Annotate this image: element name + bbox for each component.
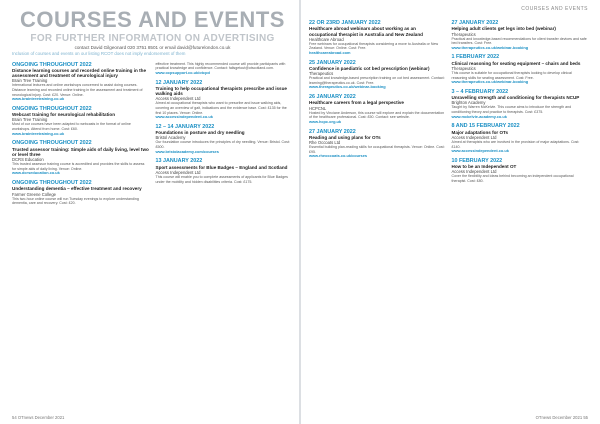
event-title: Distance learning courses and recorded online training in the assessment and treatment of neurological injury [12,67,147,79]
event-listing [452,123,589,153]
event-organiser: Access Independent Ltd [155,169,201,175]
event-description: Practical and knowledge-based prescription training on cot bed assessment. Contact: learning@therapeutics.co.uk. Cost: Free. [309,76,445,85]
event-link[interactable]: www.rheoccoats.co.uk/courses [309,153,368,159]
event-description: Aimed at therapists who are involved in the provision of major adaptations. Cost: £140. [451,139,580,149]
event-organiser: HCPCNL [309,105,327,111]
event-organiser: Access Independent Ltd [451,169,497,175]
event-title: Foundations in posture and dry needling [155,130,245,136]
event-description: This course will enable you to complete assessments of applicants for Blue Badges under the mobility and hidden disabilities criteria. Cost: £175. [155,174,288,184]
page-footer-right: OTnews December 2021 55 [535,415,588,420]
event-date: ONGOING THROUGHOUT 2022 [12,140,92,147]
left-column-2 [156,62,294,210]
event-link[interactable]: www.accessindependent.co.uk [451,148,509,154]
right-page [301,0,600,424]
event-title: Webcast training for neurological rehabilitation [12,112,116,118]
listing-disclaimer: Inclusion of courses and events on our listing RCOT does not imply endorsement of them [12,51,186,57]
event-title: Clinical reasoning for seating equipment – chairs and beds [451,60,581,66]
event-link[interactable]: www.ocpsupport.co.uk/otcpd [155,69,210,75]
event-description: Cover the flexibility and ideas behind becoming an independent occupational therapist. Cost: £80. [451,174,574,184]
event-title: Helping adult clients get legs into bed (webinar) [451,26,556,32]
event-link[interactable]: www.accessindependent.co.uk [155,114,213,120]
event-listing [156,158,294,184]
event-listing [452,54,589,84]
event-date: 27 JANUARY 2022 [451,20,499,26]
event-listing [156,80,294,120]
event-listing [452,158,589,184]
event-description: This two-hour online course will run Tuesday evenings to explore understanding dementia, care and recovery. Cost: £20. [12,196,139,206]
event-listing [309,60,446,90]
advertising-contact: contact David Gilgeonard 020 3751 8501 or email david@futurelondon.co.uk [74,45,231,50]
event-link[interactable]: www.therapeutics.co.uk/webinar-booking [451,44,529,50]
event-description: Practical and knowledge-based recommendations for client transfer devices and safe bed transfers. Cost: Free. [451,36,587,46]
event-description: Hosted by Vinciane Anderson, this course will explore and explain the documentation of the healthcare professional. Cost: £50. Contact: see website. [309,110,445,120]
event-organiser: Access Independent Ltd [155,96,201,102]
event-description: Free webinars for occupational therapists considering a move to Australia or New Zealand. Venue: Online. Cost: Free. [309,41,439,51]
event-listing [156,62,294,76]
event-description: International lectures and online workshops concerned to assist doing courses. Distance learning and recorded online training in the assessment and treatment of neurological injury. Cost: £20. Venue: Online. [12,83,143,97]
event-date: ONGOING THROUGHOUT 2022 [12,105,92,112]
event-description: Most of our courses have been adapted to webcasts in the format of online workshops. Attend from home. Cost: £60. [12,122,131,132]
event-date: 13 JANUARY 2022 [155,158,203,165]
event-title: Unravelling strength and conditioning for therapists NCUP [451,95,580,101]
event-date: ONGOING THROUGHOUT 2022 [12,180,92,187]
event-link[interactable]: www.braintreetraining.co.uk [12,96,65,102]
event-link[interactable]: www.braintreetraining.co.uk [12,130,65,136]
event-organiser: Rhe Occoats Ltd [309,140,341,146]
event-link[interactable]: www.bristolacademy.com/courses [155,148,219,154]
event-description: Essential building plan-reading skills for occupational therapists. Venue: Online. Cost: £95. [309,145,445,154]
event-title: Trusted assessor training: Simple aids of daily living, level two or level three [12,146,149,157]
event-date: 3 – 4 FEBRUARY 2022 [451,88,509,95]
event-organiser: Therapeutics [309,71,334,77]
event-description: Aimed at occupational therapists who want to prescribe and issue walking aids, covering an overview of gait, indications and the evidence base. Cost: £135 for the first 10 places. Venue: Online. [155,101,287,115]
event-date: 25 JANUARY 2022 [309,59,356,66]
event-listing [309,94,446,124]
event-organiser: Brain Tree Training [12,117,48,123]
event-link[interactable]: www.hcpc.org.uk [309,118,342,124]
event-link[interactable]: www.dcrseducation.co.uk [12,170,60,176]
event-date: 26 JANUARY 2022 [309,94,356,101]
event-organiser: Farmer Greene College [12,191,56,197]
right-column-2 [452,20,589,188]
event-description: Taught by Warren McKelvie. This course aims to introduce the strength and conditioning theory and practice to therapists. Cost: £375. [451,105,572,115]
event-listing [452,89,589,119]
event-title: Sport assessments for Blue Badges – England and Scotland [155,164,288,170]
event-title: How to be an Independent OT [451,164,517,170]
left-columns [12,62,293,210]
event-listing [12,106,150,136]
event-organiser: Bristol Academy [155,135,186,141]
event-description: This course is suitable for occupational therapists looking to develop clinical reasoning skills for seating assessment. Cost: Free. [451,70,572,80]
event-title: Understanding dementia – effective treatment and recovery [12,186,142,192]
running-header: COURSES AND EVENTS [521,6,588,12]
event-date: ONGOING THROUGHOUT 2022 [12,61,92,68]
event-organiser: Therapeutics [451,65,476,71]
event-title: Healthcare careers from a legal perspective [309,100,404,106]
event-date: 12 JANUARY 2022 [155,79,203,86]
left-column-1 [12,62,150,210]
event-organiser: Therapeutics [451,31,476,37]
event-listing [452,20,589,50]
event-title: Major adaptations for OTs [451,129,509,135]
event-link[interactable]: www.therapeutics.co.uk/webinar-booking [309,84,386,90]
event-link[interactable]: www.mckelvie-academy.co.uk [451,113,507,119]
event-title: Training to help occupational therapists prescribe and issue walking aids [155,85,287,97]
event-listing [12,140,150,176]
event-date: 27 JANUARY 2022 [309,128,356,135]
event-listing [12,180,150,206]
event-title: Confidence in paediatric cot bed prescription (webinar) [309,65,430,71]
event-link[interactable]: healthcareabroad.com [309,49,351,55]
event-date: 8 AND 15 FEBRUARY 2022 [451,123,520,130]
event-listing [12,62,150,102]
event-organiser: DCRS Education [12,157,44,163]
event-title: Healthcare abroad webinars about working as an occupational therapist in Australia and New Zealand [309,26,423,37]
event-organiser: Access Independent Ltd [451,134,497,140]
event-organiser: Healthcare Abroad [309,36,344,42]
event-description: Our foundation course introduces the principles of dry needling. Venue: Bristol. Cost: £500. [155,140,290,150]
event-description: effective treatment. This highly recommended course will provide participants with practical knowledge and confidence. Contact: fallsgetout@otscotland.com. [155,61,286,71]
left-page [0,0,299,424]
event-date: 1 FEBRUARY 2022 [451,54,500,61]
event-date: 22 OR 23RD JANUARY 2022 [309,20,381,26]
event-link[interactable]: www.therapeutics.co.uk/webinar-booking [451,79,529,85]
event-date: 12 – 14 JANUARY 2022 [155,123,215,130]
event-description: This trusted assessor training course is accredited and provides the skills to assess for simple aids of daily living. Venue: Online. [12,162,145,171]
event-listing [309,129,446,159]
event-title: Reading and using plans for OTs [309,134,381,140]
event-date: 10 FEBRUARY 2022 [451,157,503,164]
page-title: COURSES AND EVENTS [20,7,285,32]
event-listing [156,124,294,154]
page-footer-left: 54 OTnews December 2021 [12,415,65,420]
right-columns [309,20,588,188]
event-organiser: Brain Tree Training [12,78,48,84]
event-listing [309,20,446,56]
right-column-1 [309,20,446,188]
page-subtitle: FOR FURTHER INFORMATION ON ADVERTISING [30,33,275,44]
event-organiser: Brighton Academy [451,100,486,106]
